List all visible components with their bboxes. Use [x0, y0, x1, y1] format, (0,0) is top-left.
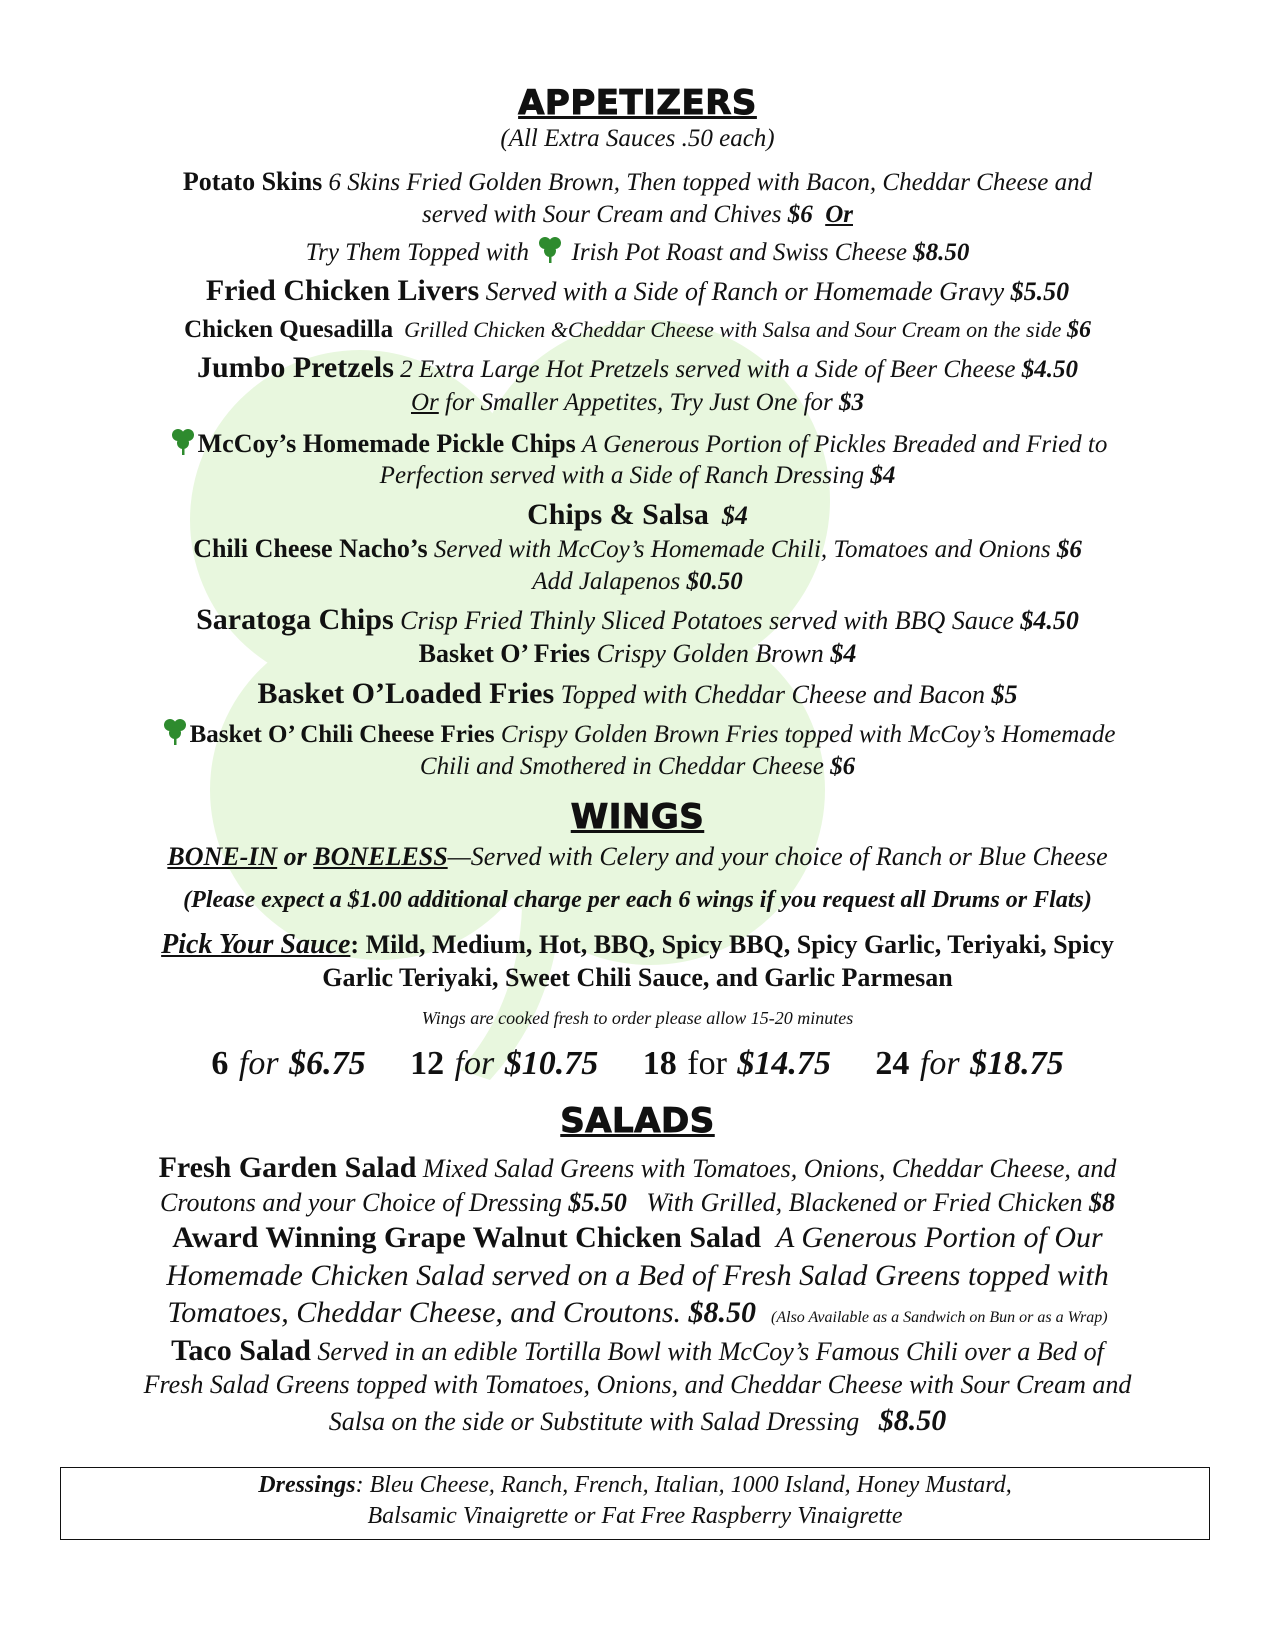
- chips-salsa-item: [70, 496, 1205, 534]
- loaded-fries-name: Basket O’Loaded Fries: [257, 676, 555, 710]
- wings-sauce-list2: Garlic Teriyaki, Sweet Chili Sauce, and Garlic Parmesan: [322, 963, 953, 993]
- grape-walnut-desc1: A Generous Portion of Our: [776, 1221, 1103, 1255]
- wings-charge-note: (Please expect a $1.00 additional charge per each 6 wings if you request all Drums or Flats): [183, 887, 1092, 914]
- chili-fries-price: $6: [830, 752, 856, 780]
- potato-skins-alt-desc-b: Irish Pot Roast and Swiss Cheese: [571, 239, 907, 267]
- potato-skins-desc2: served with Sour Cream and Chives: [421, 200, 782, 228]
- dressings-label: Dressings: [258, 1472, 356, 1498]
- pretzels-desc: 2 Extra Large Hot Pretzels served with a Side of Beer Cheese: [400, 356, 1016, 384]
- grape-walnut-item: [70, 1219, 1205, 1332]
- quesadilla-desc: Grilled Chicken &Cheddar Cheese with Salsa and Sour Cream on the side: [404, 316, 1062, 342]
- pickle-chips-desc1: A Generous Portion of Pickles Breaded and Fried to: [582, 430, 1108, 458]
- dressings-list2: Balsamic Vinaigrette or Fat Free Raspberry Vinaigrette: [367, 1503, 903, 1530]
- potato-skins-alt: [70, 234, 1205, 268]
- pretzels-alt-price: $3: [839, 388, 865, 416]
- potato-skins-item: [70, 166, 1205, 230]
- potato-skins-desc1: 6 Skins Fried Golden Brown, Then topped with Bacon, Cheddar Cheese and: [328, 169, 1093, 197]
- appetizers-title: APPETIZERS: [518, 83, 757, 123]
- pickle-chips-item: [70, 426, 1205, 492]
- chicken-livers-name: Fried Chicken Livers: [205, 274, 480, 308]
- fries-price: $4: [830, 639, 857, 669]
- saratoga-desc: Crisp Fried Thinly Sliced Potatoes served with BBQ Sauce: [400, 605, 1014, 635]
- garden-salad-desc1: Mixed Salad Greens with Tomatoes, Onions, Cheddar Cheese, and: [422, 1154, 1117, 1184]
- chicken-livers-item: [70, 272, 1205, 310]
- chili-fries-desc1: Crispy Golden Brown Fries topped with McCoy’s Homemade: [500, 721, 1116, 749]
- garden-salad-desc2: Croutons and your Choice of Dressing: [160, 1187, 562, 1217]
- loaded-fries-price: $5: [991, 679, 1018, 709]
- wings-or: or: [283, 841, 307, 871]
- nachos-addon: Add Jalapenos: [532, 567, 681, 595]
- taco-salad-desc3: Salsa on the side or Substitute with Salad Dressing: [328, 1406, 860, 1436]
- wings-type-line: [70, 841, 1205, 874]
- taco-salad-name: Taco Salad: [171, 1333, 311, 1367]
- wings-price-24: 24 for $18.75: [875, 1045, 1064, 1083]
- chili-fries-item: [70, 716, 1205, 782]
- fries-item: [70, 638, 1205, 671]
- pickle-chips-price: $4: [870, 462, 896, 490]
- wings-price-row: [70, 1043, 1205, 1086]
- potato-skins-price: $6: [787, 200, 813, 228]
- taco-salad-desc2: Fresh Salad Greens topped with Tomatoes, Onions, and Cheddar Cheese with Sour Cream and: [143, 1370, 1132, 1400]
- wings-sauce-line: [70, 927, 1205, 995]
- garden-salad-name: Fresh Garden Salad: [158, 1151, 417, 1185]
- chicken-livers-desc: Served with a Side of Ranch or Homemade Gravy: [485, 277, 1005, 307]
- taco-salad-item: [70, 1332, 1205, 1440]
- quesadilla-price: $6: [1066, 316, 1091, 343]
- chips-salsa-price: $4: [721, 500, 748, 530]
- grape-walnut-price: $8.50: [688, 1296, 757, 1330]
- garden-salad-price: $5.50: [568, 1187, 627, 1217]
- taco-salad-desc1: Served in an edible Tortilla Bowl with McCoy’s Famous Chili over a Bed of: [317, 1336, 1104, 1366]
- garden-salad-addon-price: $8: [1088, 1187, 1115, 1217]
- dressings-box: [60, 1467, 1210, 1540]
- nachos-addon-price: $0.50: [686, 567, 743, 595]
- appetizers-sauce-note: (All Extra Sauces .50 each): [500, 125, 775, 153]
- dressings-list1: : Bleu Cheese, Ranch, French, Italian, 1000 Island, Honey Mustard,: [355, 1472, 1012, 1498]
- shamrock-icon: [160, 716, 190, 746]
- grape-walnut-desc3: Tomatoes, Cheddar Cheese, and Croutons.: [167, 1296, 682, 1330]
- pickle-chips-desc2: Perfection served with a Side of Ranch Dressing: [379, 462, 865, 490]
- chili-fries-desc2: Chili and Smothered in Cheddar Cheese: [419, 752, 824, 780]
- shamrock-icon: [168, 426, 198, 456]
- chili-fries-name: Basket O’ Chili Cheese Fries: [189, 721, 495, 749]
- saratoga-item: [70, 601, 1205, 639]
- saratoga-price: $4.50: [1020, 605, 1079, 635]
- pretzels-alt-or: Or: [410, 388, 439, 416]
- nachos-desc: Served with McCoy’s Homemade Chili, Tomatoes and Onions: [433, 536, 1051, 564]
- grape-walnut-note: (Also Available as a Sandwich on Bun or as a Wrap): [771, 1309, 1108, 1327]
- potato-skins-alt-price: $8.50: [913, 239, 970, 267]
- salads-title: SALADS: [560, 1100, 715, 1141]
- pickle-chips-name: McCoy’s Homemade Pickle Chips: [197, 428, 576, 458]
- wings-cook-note: Wings are cooked fresh to order please allow 15-20 minutes: [421, 1007, 854, 1028]
- chips-salsa-name: Chips & Salsa: [527, 497, 709, 531]
- pretzels-alt-desc: for Smaller Appetites, Try Just One for: [445, 388, 833, 416]
- fries-desc: Crispy Golden Brown: [596, 639, 824, 669]
- wings-served: —Served with Celery and your choice of Ranch or Blue Cheese: [447, 841, 1108, 871]
- nachos-name: Chili Cheese Nacho’s: [193, 534, 428, 564]
- garden-salad-item: [70, 1149, 1205, 1219]
- shamrock-icon: [535, 234, 565, 264]
- quesadilla-item: [70, 314, 1205, 345]
- wings-sauce-list1: : Mild, Medium, Hot, BBQ, Spicy BBQ, Spicy Garlic, Teriyaki, Spicy: [350, 930, 1114, 960]
- wings-price-18: 18 for $14.75: [642, 1045, 831, 1083]
- nachos-price: $6: [1056, 536, 1082, 564]
- quesadilla-name: Chicken Quesadilla: [184, 315, 394, 343]
- loaded-fries-desc: Topped with Cheddar Cheese and Bacon: [560, 679, 986, 709]
- wings-bone-in: BONE-IN: [167, 841, 278, 871]
- grape-walnut-desc2: Homemade Chicken Salad served on a Bed of Fresh Salad Greens topped with: [166, 1258, 1109, 1292]
- wings-sauce-label: Pick Your Sauce: [161, 929, 351, 961]
- pretzels-item: [70, 349, 1205, 418]
- grape-walnut-name: Award Winning Grape Walnut Chicken Salad: [172, 1221, 762, 1255]
- nachos-item: [70, 533, 1205, 597]
- garden-salad-addon: With Grilled, Blackened or Fried Chicken: [646, 1187, 1083, 1217]
- potato-skins-name: Potato Skins: [182, 167, 323, 197]
- loaded-fries-item: [70, 675, 1205, 713]
- potato-skins-or: Or: [825, 200, 853, 228]
- saratoga-name: Saratoga Chips: [196, 602, 394, 636]
- wings-boneless: BONELESS: [313, 841, 448, 871]
- pretzels-price: $4.50: [1021, 356, 1079, 384]
- menu-content: [70, 84, 1205, 1439]
- taco-salad-price: $8.50: [878, 1403, 947, 1437]
- chicken-livers-price: $5.50: [1010, 277, 1070, 307]
- wings-price-12: 12 for $10.75: [410, 1045, 599, 1083]
- wings-title: WINGS: [570, 796, 705, 837]
- potato-skins-alt-desc-a: Try Them Topped with: [305, 239, 529, 267]
- pretzels-name: Jumbo Pretzels: [196, 351, 394, 385]
- fries-name: Basket O’ Fries: [418, 639, 591, 669]
- wings-price-6: 6 for $6.75: [211, 1045, 366, 1083]
